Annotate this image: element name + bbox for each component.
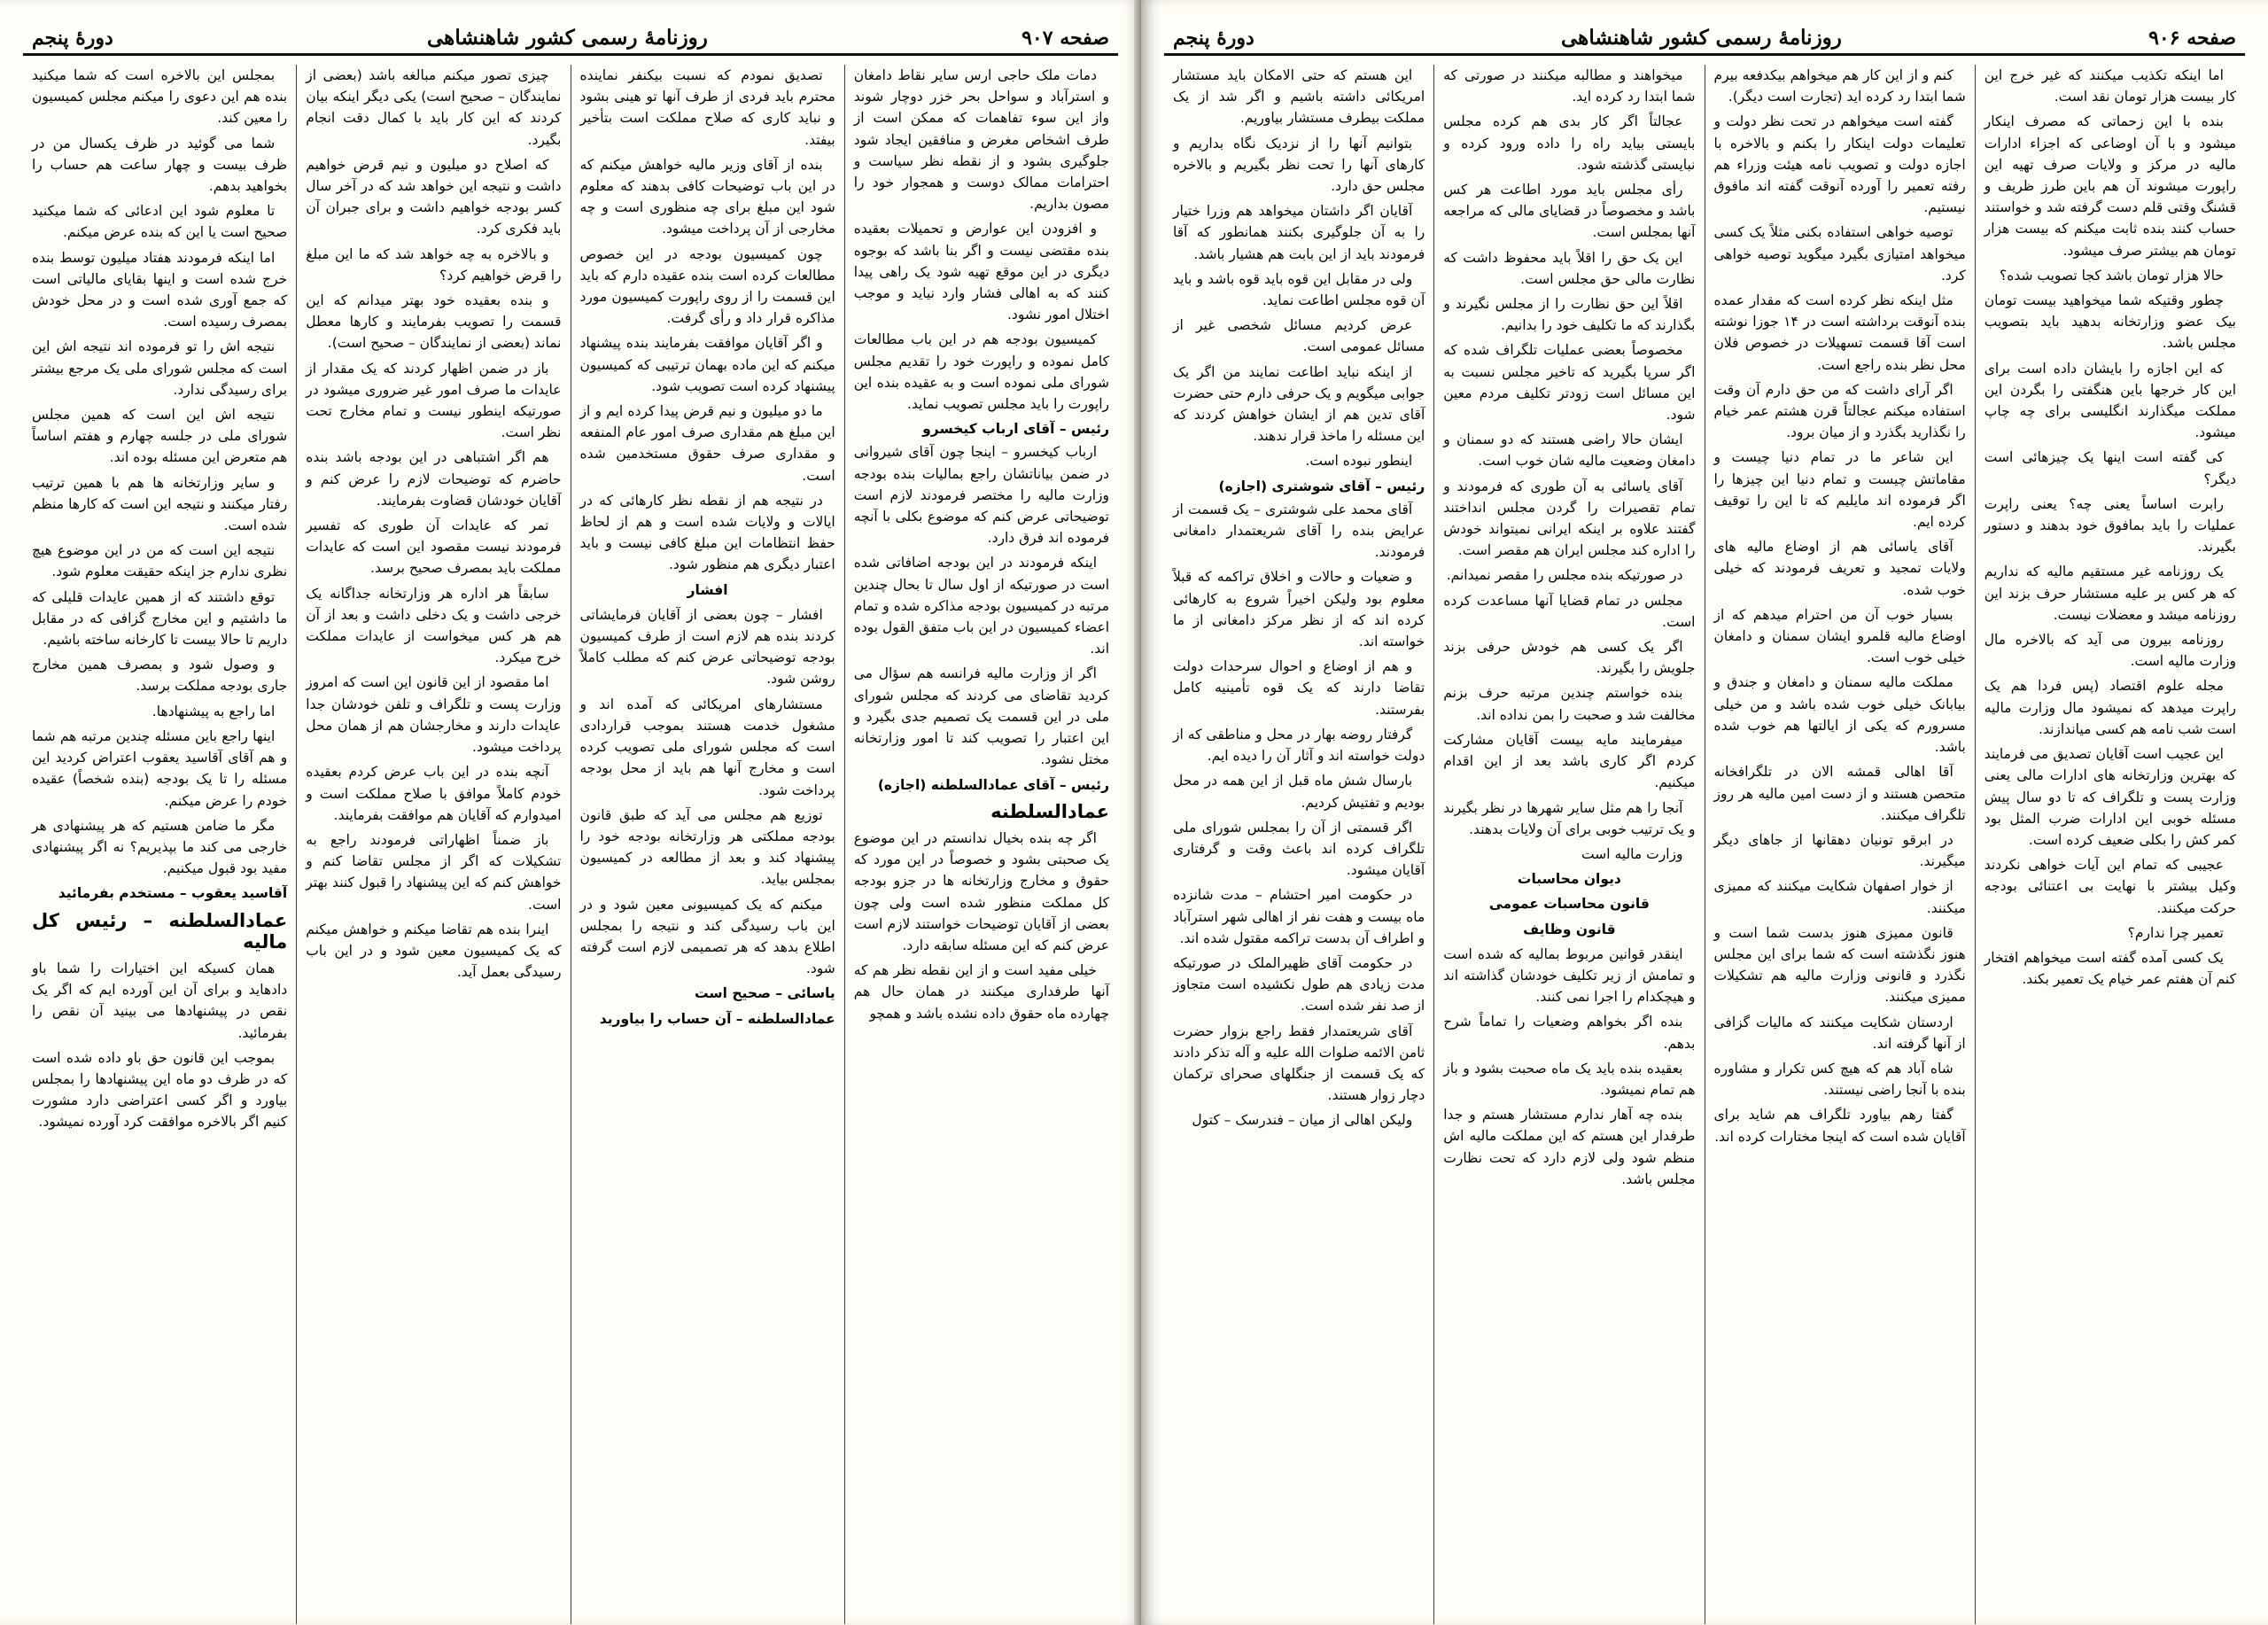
- left-page-edition: دورهٔ پنجم: [32, 27, 113, 50]
- text-paragraph: اگر چه بنده بخیال ندانستم در این موضوع یک صحبتی بشود و خصوصاً در این مورد که حقوق و مخارج وزارتخانه ها در جزو بودجه کل مملکت منظور شده است ولی چون بعضی از آقایان توضیحات خواستند لازم است عرض کنم که این مسئله سابقه دارد.: [853, 829, 1109, 953]
- right-column: [1433, 65, 1704, 1624]
- text-paragraph: بارسال شش ماه قبل از این همه در محل بودیم و تفتیش کردیم.: [1173, 773, 1425, 811]
- text-paragraph: یک روزنامه غیر مستقیم مالیه که نداریم که هر کس بر علیه مستشار حرف بزند این روزنامه میشد و معضلات نیست.: [1984, 564, 2236, 623]
- text-paragraph: و افزودن این عوارض و تحمیلات بعقیده بنده مقتضی نیست و اگر بنا باشد که بوجوه دیگری در این موقع تهیه شود یک راهی پیدا کنند که به اهالی فشار وارد نیاید و موجب اختلال امور نشود.: [853, 221, 1109, 323]
- text-paragraph: باز ضمناً اظهاراتی فرمودند راجع به تشکیلات که اگر از مجلس تقاضا کنم و خواهش کنم که این پیشنهاد را قبول کنند بهتر است.: [306, 831, 562, 913]
- text-paragraph: اگر از وزارت مالیه فرانسه هم سؤال می کردید تقاضای می کردند که مجلس شورای ملی در این قسمت یک تصمیم جدی بگیرد و این اعتبار را تصویب کند تا امور وزارتخانه مختل نشود.: [853, 665, 1109, 768]
- text-paragraph: این هستم که حتی الامکان باید مستشار امریکائی داشته باشیم و اگر شد از یک مملکت بیطرف مستشار بیاوریم.: [1173, 67, 1425, 127]
- text-paragraph: یک کسی آمده گفته است میخواهم افتخار کنم آن هفتم عمر خیام یک تعمیر بکند.: [1984, 949, 2236, 988]
- text-paragraph: میخواهند و مطالبه میکنند در صورتی که شما ابتدا رد کرده اید.: [1443, 67, 1696, 105]
- text-paragraph: عرض کردیم مسائل شخصی غیر از مسائل عمومی است.: [1173, 317, 1425, 355]
- text-paragraph: مجله علوم اقتصاد (پس فردا هم یک راپرت میدهد که نمیشود مال وزارت مالیه است شب نامه هم کسی میاندازند.: [1984, 678, 2236, 737]
- right-page-header: [1164, 18, 2245, 56]
- text-paragraph: ما دو میلیون و نیم قرض پیدا کرده ایم و از این مبلغ هم مقداری صرف امور عام المنفعه و مقداری صرف حقوق مستخدمین شده است.: [579, 403, 835, 484]
- left-column: [23, 65, 296, 1624]
- speaker-heading: عمادالسلطنه: [990, 800, 1109, 822]
- text-paragraph: و وصول شود و بمصرف همین مخارج جاری بودجه مملکت برسد.: [32, 657, 288, 695]
- speaker-label: آقاسید یعقوب – مستخدم بفرمائید: [58, 885, 288, 902]
- text-paragraph: گفتا رهم بیاورد تلگراف هم شاید برای آقایان شده است که اینجا مختارات کرده اند.: [1713, 1107, 1966, 1145]
- text-paragraph: اردستان شکایت میکنند که مالیات گزافی از آنها گرفته اند.: [1713, 1014, 1966, 1052]
- text-paragraph: اما اینکه تکذیب میکنند که غیر خرج این کار بیست هزار تومان نقد است.: [1984, 67, 2236, 105]
- text-paragraph: روزنامه بیرون می آید که بالاخره مال وزارت مالیه است.: [1984, 632, 2236, 670]
- text-paragraph: هم اگر اشتباهی در این بودجه باشد بنده حاضرم که توضیحات لازم را عرض کنم و آقایان خودشان قضاوت بفرمایند.: [306, 449, 562, 509]
- text-paragraph: اینکه فرمودند در این بودجه اضافاتی شده است در صورتیکه از اول سال تا بحال چندین مرتبه در کمیسیون بودجه مذاکره شده و تمام اعضاء کمیسیون در این باب متفق القول بوده اند.: [853, 555, 1109, 657]
- text-paragraph: مگر ما ضامن هستیم که هر پیشنهادی هر خارجی می کند ما بپذیریم؟ نه اگر پیشنهادی مفید بود قبول میکنیم.: [32, 817, 288, 877]
- text-paragraph: اینطور نبوده است.: [1305, 453, 1413, 470]
- text-paragraph: دمات ملک حاجی ارس سایر نقاط دامغان و استرآباد و سواحل بحر خزر دوچار شوند واز این سوء تفاهمات که ممکن است از طرف اشخاص مغرض و منافقین ایجاد شود جلوگیری بشود و از نقطه نظر سیاست و احترامات ممالک دوست و همجوار خود را مصون بداریم.: [853, 67, 1109, 213]
- right-page: [1141, 0, 2268, 1625]
- text-paragraph: تمر که عایدات آن طوری که تفسیر فرمودند نیست مقصود این است که عایدات مملکت باید بمصرف صحیح برسد.: [306, 517, 562, 577]
- text-paragraph: ایشان حالا راضی هستند که دو سمنان و دامغان وضعیت مالیه شان خوب است.: [1443, 432, 1696, 470]
- text-paragraph: توصیه خواهی استفاده بکنی مثلاً یک کسی میخواهد امتیازی بگیرد میگوید توصیه خواهی کرد.: [1713, 224, 1966, 284]
- text-paragraph: اینرا بنده هم تقاضا میکنم و خواهش میکنم که یک کمیسیون معین شود و در این باب رسیدگی بعمل آید.: [306, 921, 562, 981]
- text-paragraph: کمیسیون بودجه هم در این باب مطالعات کامل نموده و راپورت خود را تقدیم مجلس شورای ملی نموده است و به عقیده بنده این راپورت را باید مجلس تصویب نماید.: [853, 331, 1109, 413]
- text-paragraph: میفرمایند مایه بیست آقایان مشارکت کردم اگر کاری باشد بعد از این اقدام میکنیم.: [1443, 731, 1696, 791]
- speaker-label: رئیس – آقای عمادالسلطنه (اجازه): [877, 776, 1109, 793]
- text-paragraph: بسیار خوب آن من احترام میدهم که از اوضاع مالیه قلمرو ایشان سمنان و دامغان خیلی خوب است.: [1713, 606, 1966, 666]
- text-paragraph: گرفتار روضه بهار در محل و مناطقی که از دولت خواسته اند و آثار آن را دیده ایم.: [1173, 726, 1425, 765]
- text-paragraph: اما راجع به پیشنهادها.: [151, 703, 276, 719]
- text-paragraph: توزیع هم مجلس می آید که طبق قانون بودجه مملکتی هر وزارتخانه بودجه خود را پیشنهاد کند و بعد از مطالعه در کمیسیون بمجلس بیاید.: [579, 806, 835, 888]
- text-paragraph: مستشارهای امریکائی که آمده اند و مشغول خدمت هستند بموجب قراردادی است که مجلس شورای ملی تصویب کرده است و مخارج آنها هم باید از محل بودجه پرداخت شود.: [579, 696, 835, 798]
- text-paragraph: بتوانیم آنها را از نزدیک نگاه بداریم و کارهای آنها را تحت نظر بگیریم و بالاخره مجلس حق دارد.: [1173, 135, 1425, 195]
- text-paragraph: نتیجه اش این است که همین مجلس شورای ملی در جلسه چهارم و هفتم اساساً هم متعرض این مسئله بوده اند.: [32, 407, 288, 466]
- text-paragraph: مثل اینکه نظر کرده است که مقدار عمده بنده آنوقت برداشته است در ۱۴ جوزا نوشته است آقا قسمت تسهیلات در خصوص فلان محل نظر بنده راجع است.: [1713, 292, 1966, 373]
- text-paragraph: بنده از آقای وزیر مالیه خواهش میکنم که در این باب توضیحات کافی بدهند که معلوم شود این مبلغ برای چه منظوری است و چه مخارجی از آن پرداخت میشود.: [579, 156, 835, 237]
- text-paragraph: مجلس در تمام قضایا آنها مساعدت کرده است.: [1443, 592, 1696, 630]
- text-paragraph: اما اینکه فرمودند هفتاد میلیون توسط بنده خرج شده است و اینها بقایای مالیاتی است که جمع آوری شده است و در محل خودش بمصرف رسیده است.: [32, 249, 288, 330]
- text-paragraph: و اگر آقایان موافقت بفرمایند بنده پیشنهاد میکنم که این ماده بهمان ترتیبی که کمیسیون پیشنهاد کرده است تصویب شود.: [579, 335, 835, 394]
- section-heading: دیوان محاسبات: [1517, 871, 1621, 888]
- text-paragraph: چطور وقتیکه شما میخواهید بیست تومان بیک عضو وزارتخانه بدهید باید بتصویب مجلس باشد.: [1984, 292, 2236, 352]
- text-paragraph: اگر آرای داشت که من حق دارم آن وقت استفاده میکنم عجالتاً قرن هشتم عمر خیام را نگذارید بگذرد و از میان برود.: [1713, 381, 1966, 441]
- text-paragraph: باز در ضمن اظهار کردند که یک مقدار از عایدات ما صرف امور غیر ضروری میشود در صورتیکه اینطور نیست و تمام مخارج تحت نظر است.: [306, 360, 562, 441]
- text-paragraph: کنم و از این کار هم میخواهم بیکدفعه بیرم شما ابتدا رد کرده اید (تجارت است دیگر).: [1713, 67, 1966, 105]
- text-paragraph: اینها راجع باین مسئله چندین مرتبه هم شما و هم آقای آقاسید یعقوب اعتراض کردید این مسئله را تا یک بودجه (بنده شخصاً) عقیده خودم را عرض میکنم.: [32, 727, 288, 809]
- text-paragraph: و بنده بعقیده خود بهتر میدانم که این قسمت را تصویب بفرمایند و کارها معطل نماند (بعضی از نمایندگان – صحیح است).: [306, 292, 562, 352]
- text-paragraph: اقلاً این حق نظارت را از مجلس نگیرند و بگذارند که ما تکلیف خود را بدانیم.: [1443, 296, 1696, 334]
- left-column: [571, 65, 844, 1624]
- text-paragraph: توقع داشتند که از همین عایدات قلیلی که ما داشتیم و این مخارج گزافی که در مقابل داریم تا حالا بیست تا کارخانه ساخته باشیم.: [32, 588, 288, 649]
- speaker-label: رئیس – آقای شوشتری (اجازه): [1218, 478, 1425, 494]
- text-paragraph: ارباب کیخسرو – اینجا چون آقای شیروانی در ضمن بیاناتشان راجع بمالیات بنده بودجه وزارت مالیه را مختصر فرمودند لازم است توضیحاتی عرض کنم که موضوع بکلی با آنچه فرموده اند فرق دارد.: [853, 444, 1109, 547]
- right-column: [1975, 65, 2245, 1624]
- text-paragraph: سابقاً هر اداره هر وزارتخانه جداگانه یک خرجی داشت و یک دخلی داشت و بعد از آن هم هر کس میخواست از عایدات مملکت خرج میکرد.: [306, 585, 562, 666]
- text-paragraph: خیلی مفید است و از این نقطه نظر هم که آنها طرفداری میکنند در همان حال هم چهارده ماه حقوق داده نشده باشد و همچو: [853, 962, 1109, 1022]
- text-paragraph: اما مقصود از این قانون این است که امروز وزارت پست و تلگراف و تلفن خودشان جدا عایدات دارند و مخارجشان هم از همان محل پرداخت میشود.: [306, 674, 562, 756]
- text-paragraph: بنده چه آهار ندارم مستشار هستم و جدا طرفدار این هستم که این مملکت مالیه اش منظم شود ولی لازم دارد که تحت نظارت مجلس باشد.: [1443, 1107, 1696, 1187]
- text-paragraph: مملکت مالیه سمنان و دامغان و جندق و بیابانک خیلی خوب شده باشد و من خیلی مسرورم که یکی از ایالتها هم خوب شده باشد.: [1713, 674, 1966, 756]
- text-paragraph: که اصلاح دو میلیون و نیم قرض خواهیم داشت و نتیجه این خواهد شد که در آخر سال کسر بودجه خواهیم داشت و برای جبران آن باید فکری کرد.: [306, 156, 562, 237]
- text-paragraph: و بالاخره به چه خواهد شد که ما این مبلغ را قرض خواهیم کرد؟: [306, 245, 562, 284]
- left-page-title: روزنامهٔ رسمی کشور شاهنشاهی: [427, 26, 708, 50]
- text-paragraph: آقای یاسائی به آن طوری که فرمودند و تمام تقصیرات را گردن مجلس انداختند گفتند علاوه بر اینکه ایرانی نمیتواند خودش را اداره کند مجلس ایران هم مقصر است.: [1443, 478, 1696, 559]
- left-column: [296, 65, 570, 1624]
- text-paragraph: در ابرقو تونیان دهقانها از جاهای دیگر میگیرند.: [1713, 831, 1966, 870]
- text-paragraph: گفته است میخواهم در تحت نظر دولت و تعلیمات دولت اینکار را بکنم و بالاخره با اجازه دولت و تصویب نامه هیئت وزراء هم رفته تعمیر را آورده آنوقت گفته اند مافوق نیستیم.: [1713, 113, 1966, 216]
- text-paragraph: نتیجه اش را تو فرموده اند نتیجه اش این است که مجلس شورای ملی یک مرجع بیشتر برای رسیدگی ندارد.: [32, 338, 288, 398]
- text-paragraph: و سایر وزارتخانه ها هم با همین ترتیب رفتار میکنند و نتیجه این است که کارها منظم شده است.: [32, 474, 288, 534]
- text-paragraph: رابرت اساساً یعنی چه؟ یعنی راپرت عملیات را باید بمافوق خود بدهند و دستور بگیرند.: [1984, 495, 2236, 556]
- text-paragraph: چیزی تصور میکنم مبالغه باشد (بعضی از نمایندگان – صحیح است) یکی دیگر اینکه بیان کردند که این کار باید با کمال دقت انجام بگیرد.: [306, 67, 562, 148]
- text-paragraph: عجیبی که تمام این آیات خواهی نکردند وکیل بیشتر با نهایت بی اعتنائی بودجه حرکت میکنند.: [1984, 857, 2236, 916]
- right-column: [1164, 65, 1433, 1624]
- right-page-title: روزنامهٔ رسمی کشور شاهنشاهی: [1561, 26, 1842, 50]
- text-paragraph: بعقیده بنده باید یک ماه صحبت بشود و باز هم تمام نمیشود.: [1443, 1060, 1696, 1098]
- text-paragraph: آنچه بنده در این باب عرض کردم بعقیده خودم کاملاً موافق با صلاح مملکت است و امیدوارم که آقایان هم موافقت بفرمایند.: [306, 764, 562, 823]
- text-paragraph: آقای محمد علی شوشتری – یک قسمت از عرایض بنده را آقای شریعتمدار دامغانی فرمودند.: [1173, 501, 1425, 561]
- text-paragraph: قانون ممیزی هنوز بدست شما است و هنوز نگذشته است که شما برای این مجلس نگذرد و قانونی وزارت مالیه هم تشکیلات ممیزی میکنند.: [1713, 924, 1966, 1006]
- text-paragraph: بنده با این زحماتی که مصرف اینکار میشود و با آن اوضاعی که اجزاء ادارات مالیه در مرکز و ولایات صرف تهیه این راپورت میشوند آن هم باین طرز ظریف و قشنگ وقتی قلم دست گرفته شد و خواستند حساب کنند بنده ثابت میکنم که بیست هزار تومان هم بیشتر صرف میشود.: [1984, 113, 2236, 259]
- text-paragraph: آقا اهالی قمشه الان در تلگرافخانه متحصن هستند و از دست امین مالیه هر روز تلگراف میکنند.: [1713, 764, 1966, 823]
- text-paragraph: این عجیب است آقایان تصدیق می فرمایند که بهترین وزارتخانه های ادارات مالی یعنی وزارت پست و تلگراف که تا دو سال پیش مسئله خوبی این ادارات ضرب المثل بود کمر کش را بکلی ضعیف کرده است.: [1984, 746, 2236, 848]
- text-paragraph: از خوار اصفهان شکایت میکنند که ممیزی میکنند.: [1713, 878, 1966, 916]
- speaker-label: یاسائی – صحیح است: [694, 985, 835, 1002]
- right-page-number: صفحه ۹۰۶: [2148, 27, 2236, 50]
- text-paragraph: ولی در مقابل این قوه باید قوه باشد و باید آن قوه مجلس اطاعت نماید.: [1173, 270, 1425, 309]
- text-paragraph: تا معلوم شود این ادعائی که شما میکنید صحیح است یا این که بنده عرض میکنم.: [32, 203, 288, 241]
- text-paragraph: از اینکه نباید اطاعت نمایند من اگر یک جوابی میگویم و یک حرفی دارم حتی حضرت آقای تدین هم از ایشان خواهش کردند که این مسئله را ماخذ قرار ندهند.: [1173, 363, 1425, 445]
- section-heading: قانون محاسبات عمومی: [1488, 896, 1650, 913]
- text-paragraph: این شاعر ما در تمام دنیا چیست و مقاماتش چیست و تمام دنیا این چیزها را اگر فرموده اند مایلیم که تا این را توقیف کرده ایم.: [1713, 449, 1966, 531]
- text-paragraph: بموجب این قانون حق باو داده شده است که در ظرف دو ماه این پیشنهادها را بمجلس بیاورد و اگر کسی اعتراضی دارد مشورت کنیم اگر بالاخره موافقت کرد آورده نمیشود.: [32, 1049, 288, 1131]
- text-paragraph: در حکومت آقای ظهیرالملک در صورتیکه مدت زیادی هم طول نکشیده است متجاوز از صد نفر شده است.: [1173, 954, 1425, 1015]
- text-paragraph: عجالتاً اگر کار بدی هم کرده مجلس بایستی بیاید راه را داده ورود کرده و نبایستی گذشته شود.: [1443, 113, 1696, 173]
- text-paragraph: و هم از اوضاع و احوال سرحدات دولت تقاضا دارند که یک قوه تأمینیه کامل بفرستند.: [1173, 658, 1425, 718]
- text-paragraph: در نتیجه هم از نقطه نظر کارهائی که در ایالات و ولایات شده است و هم از لحاظ حفظ انتظامات این مبلغ کافی نیست و باید اعتبار دیگری هم منظور شود.: [579, 492, 835, 573]
- text-paragraph: حالا هزار تومان باشد کجا تصویب شده؟: [2000, 267, 2224, 284]
- speaker-label: عمادالسلطنه – آن حساب را بیاورید: [599, 1010, 835, 1027]
- text-paragraph: آقای یاسائی هم از اوضاع مالیه های ولایات تمجید و تعریف فرمودند که خیلی خوب شده.: [1713, 539, 1966, 598]
- text-paragraph: رأی مجلس باید مورد اطاعت هر کس باشد و مخصوصاً در قضایای مالی که مراجعه آنها بمجلس است.: [1443, 182, 1696, 241]
- text-paragraph: شاه آباد هم که هیچ کس تکرار و مشاوره بنده با آنجا راضی نیستند.: [1713, 1060, 1966, 1099]
- text-paragraph: اگر قسمتی از آن را بمجلس شورای ملی تلگراف کرده اند باعث وقت و گرفتاری آقایان میشود.: [1173, 819, 1425, 879]
- text-paragraph: شما می گوئید در ظرف یکسال من در ظرف بیست و چهار ساعت هم حساب را بخواهید بدهم.: [32, 135, 288, 195]
- text-paragraph: آقایان اگر داشتان میخواهد هم وزرا ختیار را به آن جلوگیری بکنند همانطور که آقا فرمودند باید از این بابت هم هشیار باشد.: [1173, 203, 1425, 262]
- speaker-label: رئیس – آقای ارباب کیخسرو: [922, 421, 1109, 438]
- text-paragraph: وزارت مالیه است: [1581, 845, 1683, 862]
- text-paragraph: تعمیر چرا ندارم؟: [2127, 924, 2224, 941]
- left-page-number: صفحه ۹۰۷: [1021, 27, 1109, 50]
- left-page-columns: [23, 65, 1118, 1624]
- text-paragraph: این یک حق را اقلاً باید محفوظ داشت که نظارت مالی حق مجلس است.: [1443, 249, 1696, 287]
- text-paragraph: آقای شریعتمدار فقط راجع بزوار حضرت ثامن الائمه صلوات الله علیه و آله تذکر دادند که یک قسمت از جنگلهای صحرای ترکمان دچار زوار هستند.: [1173, 1022, 1425, 1104]
- text-paragraph: نتیجه این است که من در این موضوع هیچ نظری ندارم جز اینکه حقیقت معلوم شود.: [32, 542, 288, 580]
- text-paragraph: بنده خواستم چندین مرتبه حرف بزنم مخالفت شد و صحبت را بمن نداده اند.: [1443, 685, 1696, 723]
- text-paragraph: چون کمیسیون بودجه در این خصوص مطالعات کرده است بنده عقیده دارم که باید این قسمت را از روی راپورت کمیسیون مورد مذاکره قرار داد و رأی گرفت.: [579, 245, 835, 327]
- text-paragraph: همان کسیکه این اختیارات را شما باو دادهاید و برای آن این آورده ایم که اگر یک نقص در پیشنهادها می بینید آن نقص را بفرمائید.: [32, 960, 288, 1041]
- text-paragraph: تصدیق نمودم که نسبت بیکنفر نماینده محترم باید فردی از طرف آنها تو هینی بشود و نباید کاری که صلاح مملکت است بتأخیر بیفتد.: [579, 67, 835, 148]
- text-paragraph: بمجلس این بالاخره است که شما میکنید بنده هم این دعوی را میکنم مجلس کمیسیون را معین کند.: [32, 67, 288, 127]
- section-heading: قانون وظایف: [1523, 921, 1616, 937]
- text-paragraph: کی گفته است اینها یک چیزهائی است دیگر؟: [1984, 449, 2236, 487]
- text-paragraph: اینقدر قوانین مربوط بمالیه که شده است و تمامش از زیر تکلیف خودشان گذاشته اند و هیچکدام را اجرا نمی کنند.: [1443, 945, 1696, 1006]
- right-column: [1705, 65, 1975, 1624]
- right-page-columns: [1164, 65, 2245, 1624]
- right-page-edition: دورهٔ پنجم: [1173, 27, 1254, 50]
- text-paragraph: اگر یک کسی هم خودش حرفی بزند جلویش را بگیرند.: [1443, 639, 1696, 677]
- text-paragraph: افشار – چون بعضی از آقایان فرمایشاتی کردند بنده هم لازم است از طرف کمیسیون بودجه توضیحاتی عرض کنم که مطلب کاملاً روشن شود.: [579, 606, 835, 688]
- speaker-heading: عمادالسلطنه – رئیس کل مالیه: [32, 909, 288, 952]
- section-heading: افشار: [687, 581, 728, 598]
- text-paragraph: ولیکن اهالی از میان – فندرسک – کتول: [1192, 1112, 1413, 1129]
- text-paragraph: و ضعیات و حالات و اخلاق تراکمه که قبلاً معلوم بود ولیکن اخیراً شروع به کارهائی کرده اند که از نظر مرکز دامغانی از ما خواسته اند.: [1173, 569, 1425, 650]
- text-paragraph: میکنم که یک کمیسیونی معین شود و در این باب رسیدگی کند و نتیجه را بمجلس اطلاع بدهد که هر تصمیمی لازم است گرفته شود.: [579, 896, 835, 977]
- text-paragraph: آنجا را هم مثل سایر شهرها در نظر بگیرند و یک ترتیب خوبی برای آن ولایات بدهند.: [1443, 799, 1696, 837]
- text-paragraph: بنده اگر بخواهم وضعیات را تماماً شرح بدهم.: [1443, 1014, 1696, 1052]
- text-paragraph: که این اجازه را بایشان داده است برای این کار خرجها باین هنگفتی را بگردن این مملکت میگذارند انگلیسی برای چه چاپ میشود.: [1984, 360, 2236, 441]
- text-paragraph: در صورتیکه بنده مجلس را مقصر نمیدانم.: [1446, 567, 1683, 584]
- text-paragraph: مخصوصاً بعضی عملیات تلگراف شده که اگر سرپا بگیرید که تاخیر مجلس نسبت به این مسائل است زودتر تکلیف مردم معین شود.: [1443, 342, 1696, 424]
- left-column: [844, 65, 1118, 1624]
- text-paragraph: در حکومت امیر احتشام – مدت شانزده ماه بیست و هفت نفر از اهالی شهر استرآباد و اطراف آن بدست تراکمه مقتول شده اند.: [1173, 887, 1425, 946]
- left-page-header: [23, 18, 1118, 56]
